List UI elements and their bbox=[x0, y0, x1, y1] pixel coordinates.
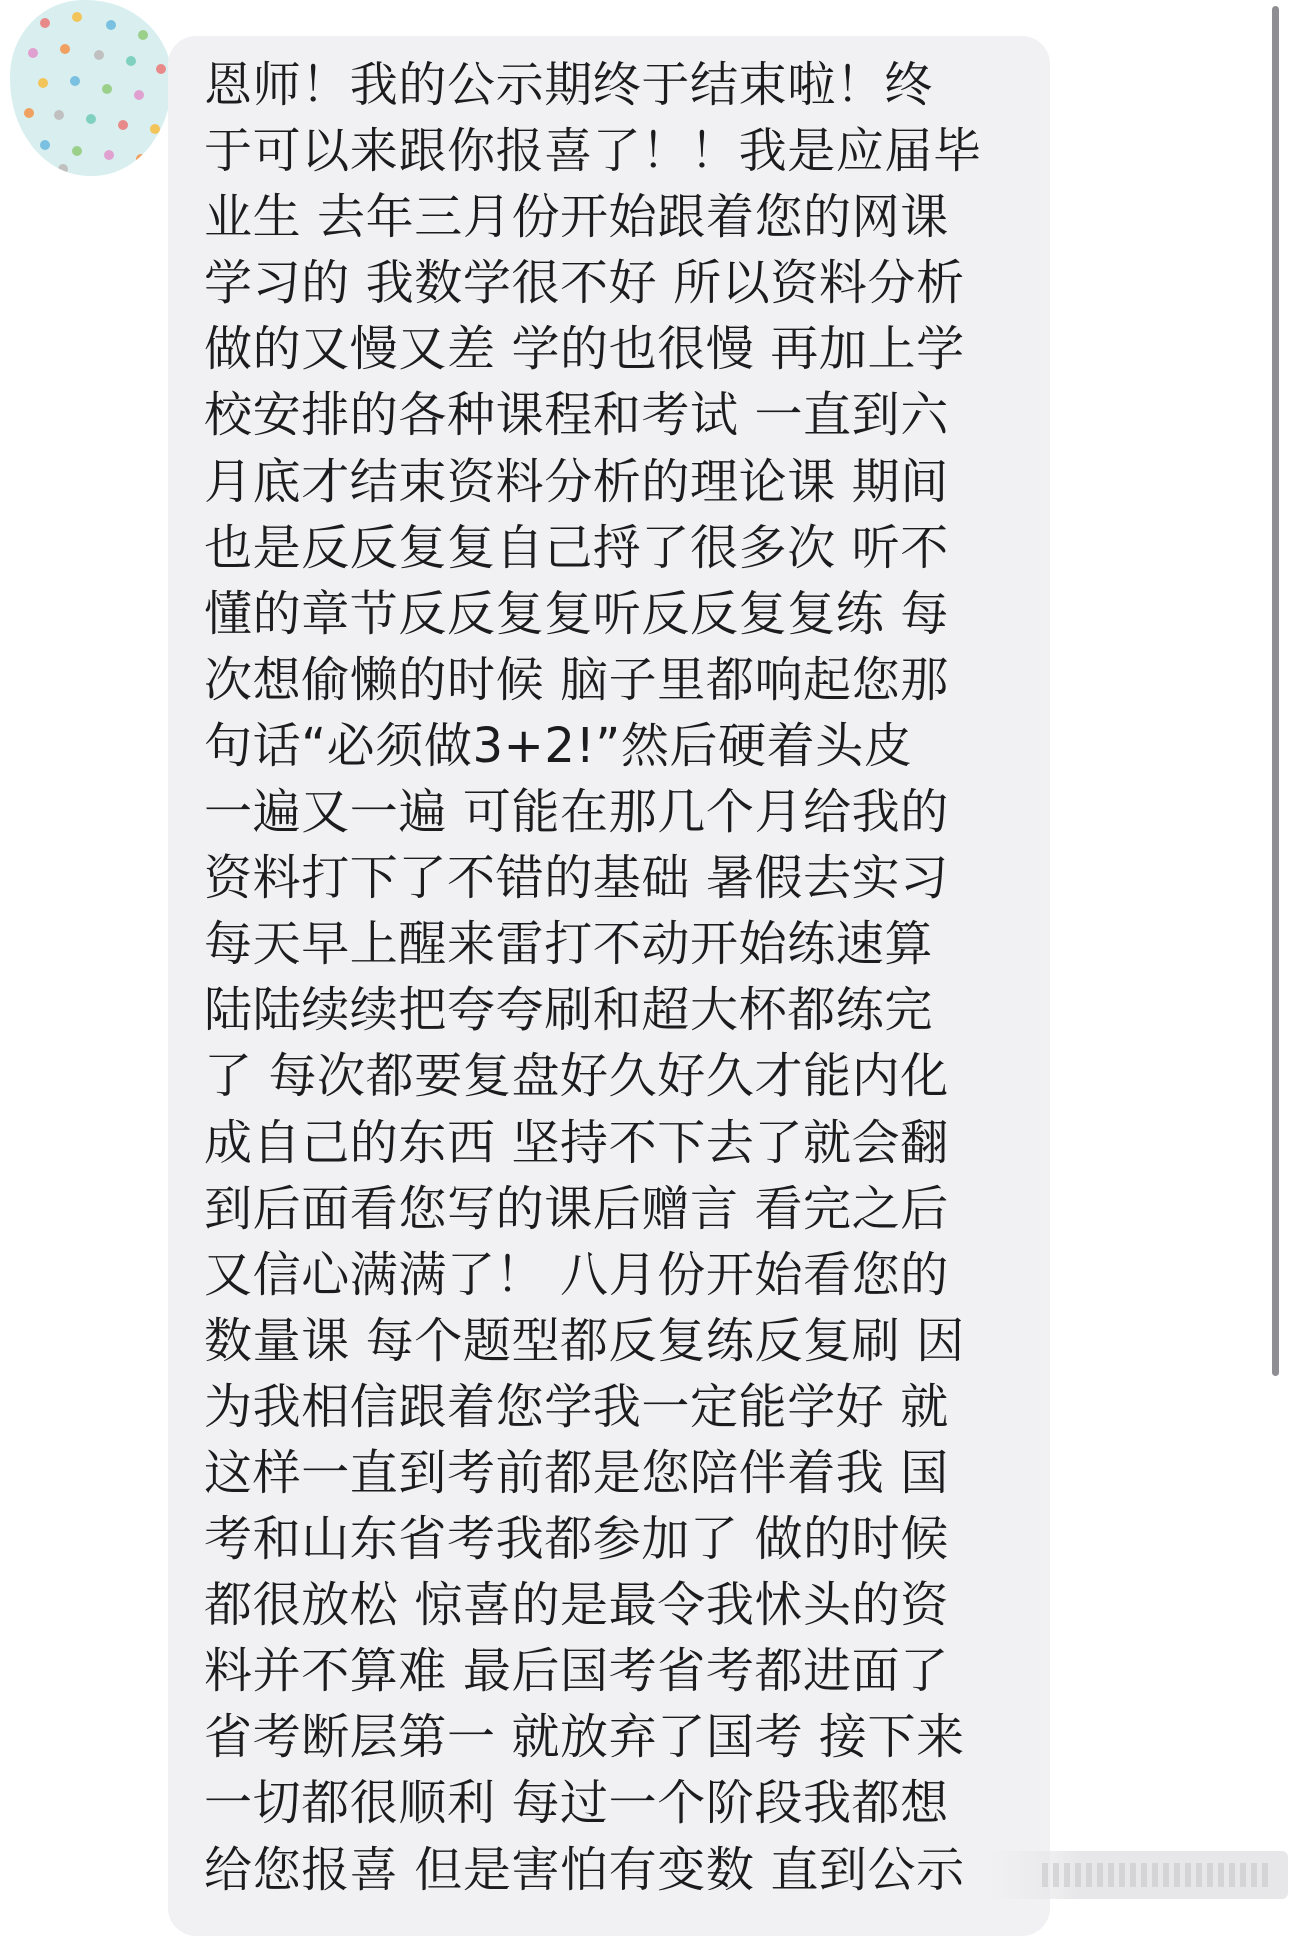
avatar-dot bbox=[60, 44, 70, 54]
avatar-dot bbox=[40, 18, 50, 28]
avatar-dot bbox=[94, 50, 104, 60]
scrollbar[interactable] bbox=[1272, 6, 1279, 1376]
message-line: 资料打下了不错的基础 暑假去实习 bbox=[204, 850, 949, 907]
message-line: 也是反反复复自己捋了很多次 听不 bbox=[204, 519, 949, 576]
avatar-dot bbox=[104, 150, 114, 160]
message-line: 数量课 每个题型都反复练反复刷 因 bbox=[204, 1312, 965, 1369]
message-line: 省考断层第一 就放弃了国考 接下来 bbox=[204, 1709, 965, 1766]
message-line: 考和山东省考我都参加了 做的时候 bbox=[204, 1511, 949, 1568]
avatar-dot bbox=[156, 64, 166, 74]
avatar-dot bbox=[54, 110, 64, 120]
message-line: 学习的 我数学很不好 所以资料分析 bbox=[204, 255, 965, 312]
message-line: 句话“必须做3+2!”然后硬着头皮 bbox=[204, 717, 913, 774]
avatar[interactable] bbox=[10, 0, 172, 176]
avatar-dot bbox=[72, 12, 82, 22]
avatar-dot bbox=[28, 48, 38, 58]
avatar-dot bbox=[150, 124, 160, 134]
message-line: 为我相信跟着您学我一定能学好 就 bbox=[204, 1378, 949, 1435]
avatar-dot bbox=[102, 84, 112, 94]
avatar-dot bbox=[40, 140, 50, 150]
avatar-dot bbox=[58, 164, 68, 174]
message-line: 成自己的东西 坚持不下去了就会翻 bbox=[204, 1114, 949, 1171]
message-line: 业生 去年三月份开始跟着您的网课 bbox=[204, 189, 949, 246]
message-line: 了 每次都要复盘好久好久才能内化 bbox=[204, 1048, 949, 1105]
avatar-dot bbox=[24, 108, 34, 118]
avatar-dot bbox=[38, 78, 48, 88]
message-line: 次想偷懒的时候 脑子里都响起您那 bbox=[204, 651, 949, 708]
message-line: 都很放松 惊喜的是最令我怵头的资 bbox=[204, 1577, 949, 1634]
message-bubble bbox=[168, 36, 1050, 1936]
message-line: 料并不算难 最后国考省考都进面了 bbox=[204, 1643, 949, 1700]
avatar-dot bbox=[106, 20, 116, 30]
message-text bbox=[204, 52, 1034, 1903]
message-line: 一切都很顺利 每过一个阶段我都想 bbox=[204, 1775, 949, 1832]
avatar-dot bbox=[136, 154, 146, 164]
message-line: 到后面看您写的课后赠言 看完之后 bbox=[204, 1180, 949, 1237]
message-line: 恩师！我的公示期终于结束啦！终 bbox=[204, 57, 934, 113]
message-line: 每天早上醒来雷打不动开始练速算 bbox=[204, 916, 934, 973]
message-line: 给您报喜 但是害怕有变数 直到公示 bbox=[204, 1841, 965, 1898]
message-line: 做的又慢又差 学的也很慢 再加上学 bbox=[204, 321, 965, 378]
avatar-dot bbox=[86, 114, 96, 124]
avatar-dot bbox=[70, 76, 80, 86]
message-line: 又信心满满了！ 八月份开始看您的 bbox=[204, 1246, 949, 1303]
message-line: 懂的章节反反复复听反反复复练 每 bbox=[204, 585, 949, 642]
message-line: 陆陆续续把夸夸刷和超大杯都练完 bbox=[204, 982, 934, 1039]
message-line: 月底才结束资料分析的理论课 期间 bbox=[204, 453, 949, 510]
avatar-dot bbox=[138, 30, 148, 40]
avatar-dot bbox=[126, 56, 136, 66]
avatar-dot bbox=[72, 146, 82, 156]
message-line: 一遍又一遍 可能在那几个月给我的 bbox=[204, 784, 949, 841]
message-line: 这样一直到考前都是您陪伴着我 国 bbox=[204, 1444, 949, 1501]
message-line: 校安排的各种课程和考试 一直到六 bbox=[204, 387, 949, 444]
avatar-dot bbox=[134, 90, 144, 100]
message-line: 于可以来跟你报喜了！！我是应届毕 bbox=[204, 123, 982, 180]
avatar-dot bbox=[118, 120, 128, 130]
watermark bbox=[988, 1851, 1288, 1899]
